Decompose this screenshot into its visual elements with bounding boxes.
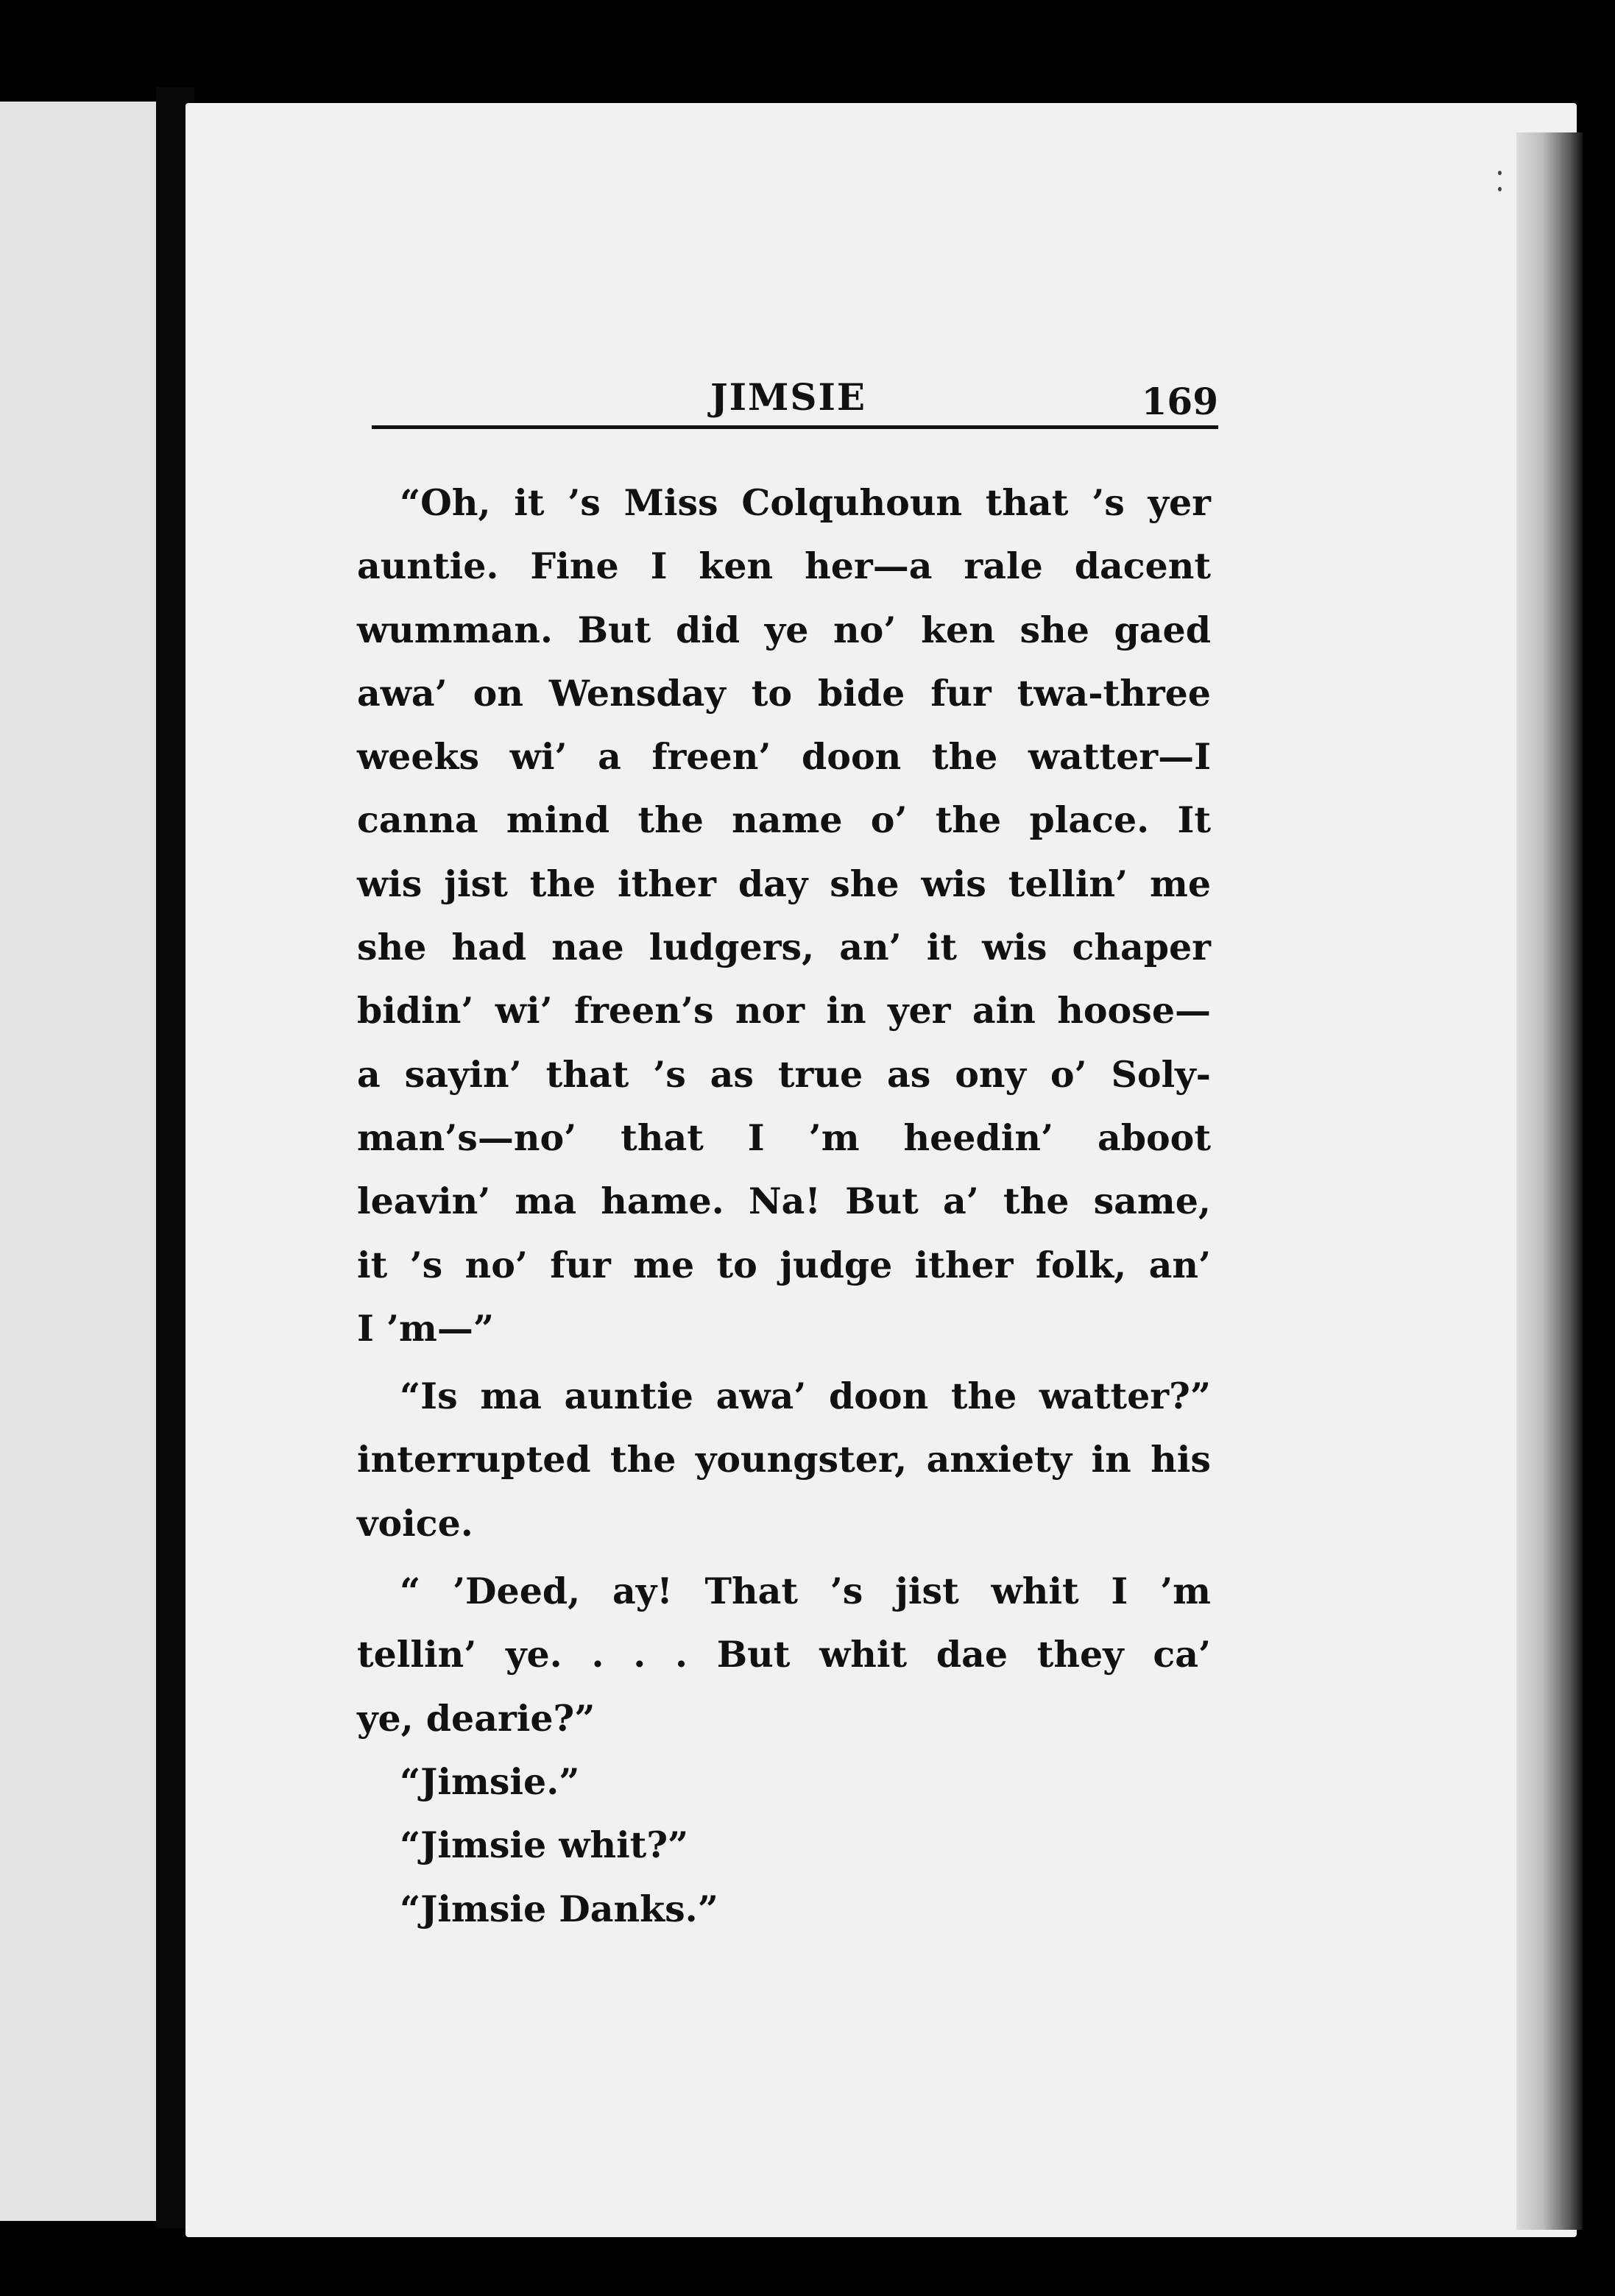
page-edge-shadow [1516,132,1583,2230]
text-line: she had nae ludgers, an’ it wis chaper [357,926,1211,969]
text-line: it ’s no’ fur me to judge ither folk, an’ [357,1243,1211,1286]
text-line: wumman. But did ye no’ ken she gaed [357,608,1211,651]
paragraph [357,1364,1211,1555]
page-number: 169 [1141,380,1218,423]
text-line: “Is ma auntie awa’ doon the watter?” [400,1375,1211,1418]
running-head: JIMSIE [710,375,866,419]
text-line: wis jist the ither day she wis tellin’ me [357,862,1211,905]
text-line: canna mind the name o’ the place. It [357,798,1211,842]
dust-specks [1498,171,1502,200]
paragraph [357,1559,1211,1750]
text-line: tellin’ ye. . . . But whit dae they ca’ [357,1633,1211,1676]
facing-page-edge [0,102,156,2221]
text-line: I ’m—” [357,1306,495,1350]
text-line: “Oh, it ’s Miss Colquhoun that ’s yer [400,481,1211,524]
body-text [357,471,1211,1941]
paragraph [357,1750,1211,1813]
text-line: auntie. Fine I ken her—a rale dacent [357,545,1211,588]
text-line: “Jimsie Danks.” [400,1887,718,1930]
text-line: “Jimsie.” [400,1760,580,1803]
header-rule [372,425,1218,429]
text-line: man’s—no’ that I ’m heedin’ aboot [357,1116,1211,1159]
paragraph [357,471,1211,1360]
text-line: “ ’Deed, ay! That ’s jist whit I ’m [400,1570,1211,1613]
text-line: interrupted the youngster, anxiety in his [357,1438,1211,1481]
paragraph [357,1877,1211,1941]
text-line: leavin’ ma hame. Na! But a’ the same, [357,1180,1211,1223]
text-line: bidin’ wi’ freen’s nor in yer ain hoose— [357,989,1211,1032]
text-line: weeks wi’ a freen’ doon the watter—I [357,735,1211,779]
paragraph [357,1813,1211,1877]
text-line: voice. [357,1501,473,1545]
text-line: “Jimsie whit?” [400,1824,689,1867]
text-line: ye, dearie?” [357,1696,596,1740]
text-line: a sayin’ that ’s as true as ony o’ Soly- [357,1052,1211,1096]
text-line: awa’ on Wensday to bide fur twa-three [357,671,1211,715]
